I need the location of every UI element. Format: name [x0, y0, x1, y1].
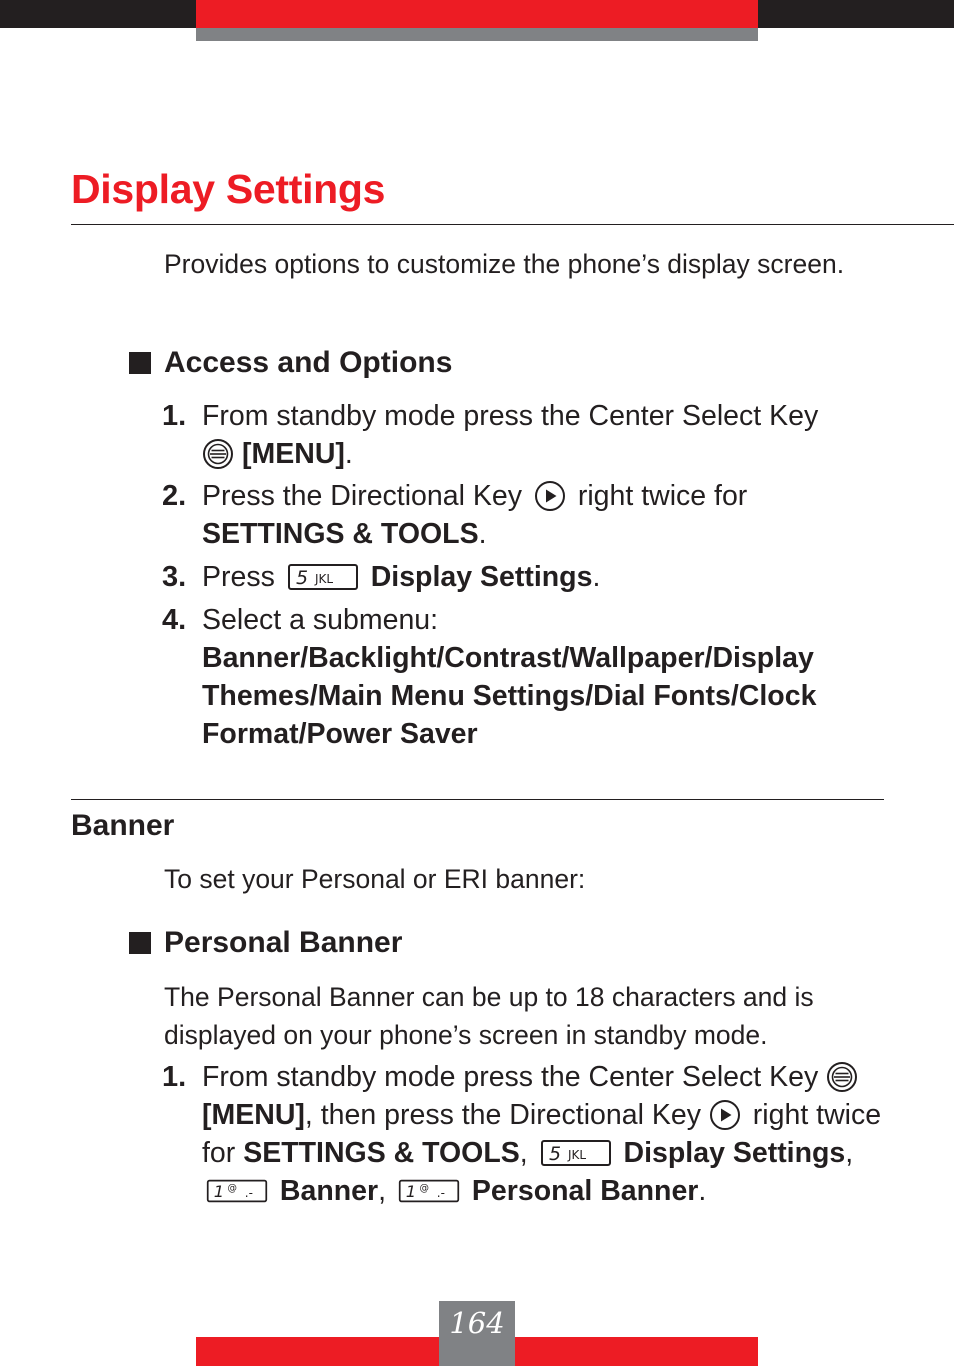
step-text-b: right twice for — [577, 480, 748, 512]
step-punct: . — [698, 1175, 707, 1207]
step-text-3: right twice for — [202, 1099, 882, 1169]
access-step-2 — [162, 477, 886, 553]
svg-text:JKL: JKL — [314, 572, 333, 586]
center-select-key-icon — [202, 438, 234, 470]
square-bullet-icon — [129, 352, 151, 374]
settings-tools-label: SETTINGS & TOOLS — [202, 518, 479, 550]
step-text: From standby mode press the Center Select Key — [202, 400, 819, 432]
personal-banner-heading-label: Personal Banner — [164, 926, 403, 959]
menu-key-label: [MENU] — [202, 1099, 305, 1131]
access-heading — [129, 345, 452, 381]
step-punct: . — [344, 438, 353, 470]
step-number: 1. — [162, 400, 187, 432]
center-select-key-icon — [826, 1061, 858, 1093]
access-steps — [162, 397, 886, 753]
top-red-band — [196, 0, 758, 28]
access-step-1 — [162, 397, 886, 473]
svg-text:5: 5 — [548, 1143, 561, 1165]
comma: , — [519, 1137, 528, 1169]
personal-banner-steps — [162, 1058, 886, 1210]
access-step-3 — [162, 558, 886, 596]
page-title: Display Settings — [71, 166, 386, 212]
step-number: 2. — [162, 480, 187, 512]
step-text: Press — [202, 561, 275, 593]
step-text: Select a submenu: — [202, 604, 439, 636]
menu-key-label: [MENU] — [242, 438, 345, 470]
square-bullet-icon — [129, 932, 151, 954]
key-1-icon — [206, 1177, 268, 1205]
directional-key-right-icon — [534, 480, 566, 512]
comma: , — [378, 1175, 387, 1207]
personal-banner-heading — [129, 925, 402, 961]
display-settings-label: Display Settings — [623, 1137, 846, 1169]
step-number: 3. — [162, 561, 187, 593]
step-punct: . — [592, 561, 601, 593]
step-text: From standby mode press the Center Select Key — [202, 1061, 819, 1093]
banner-label: Banner — [279, 1175, 379, 1207]
key-1-icon — [398, 1177, 460, 1205]
access-step-4 — [162, 601, 886, 753]
section-divider — [71, 799, 884, 800]
personal-banner-desc: The Personal Banner can be up to 18 characters and is displayed on your phone’s screen in standby mode. — [164, 982, 814, 1050]
comma: , — [845, 1137, 854, 1169]
key-5-jkl-icon — [540, 1139, 612, 1167]
page-number: 164 — [449, 1306, 505, 1340]
step-text-2: , then press the Directional Key — [304, 1099, 701, 1131]
directional-key-right-icon — [709, 1099, 741, 1131]
step-punct: . — [478, 518, 487, 550]
svg-text:1: 1 — [213, 1182, 225, 1202]
settings-tools-label: SETTINGS & TOOLS — [243, 1137, 520, 1169]
display-settings-label: Display Settings — [370, 561, 593, 593]
access-heading-label: Access and Options — [164, 346, 453, 379]
step-text: Press the Directional Key — [202, 480, 522, 512]
svg-text:.-: .- — [436, 1186, 445, 1201]
personal-step-1 — [162, 1058, 886, 1210]
personal-banner-label: Personal Banner — [471, 1175, 699, 1207]
key-5-jkl-icon — [287, 563, 359, 591]
step-number: 1. — [162, 1061, 187, 1093]
submenu-list: Banner/Backlight/Contrast/Wallpaper/Display Themes/Main Menu Settings/Dial Fonts/Clock Format/Power Saver — [202, 642, 817, 750]
svg-text:JKL: JKL — [567, 1148, 586, 1162]
intro-text: Provides options to customize the phone’s display screen. — [164, 249, 845, 279]
svg-text:@: @ — [227, 1183, 237, 1194]
svg-text:1: 1 — [405, 1182, 417, 1202]
title-divider — [71, 224, 954, 225]
top-gray-band — [196, 28, 758, 41]
step-number: 4. — [162, 604, 187, 636]
banner-intro: To set your Personal or ERI banner: — [164, 864, 586, 894]
svg-text:@: @ — [419, 1183, 429, 1194]
banner-heading: Banner — [71, 809, 175, 842]
svg-text:.-: .- — [244, 1186, 253, 1201]
svg-text:5: 5 — [295, 567, 308, 589]
